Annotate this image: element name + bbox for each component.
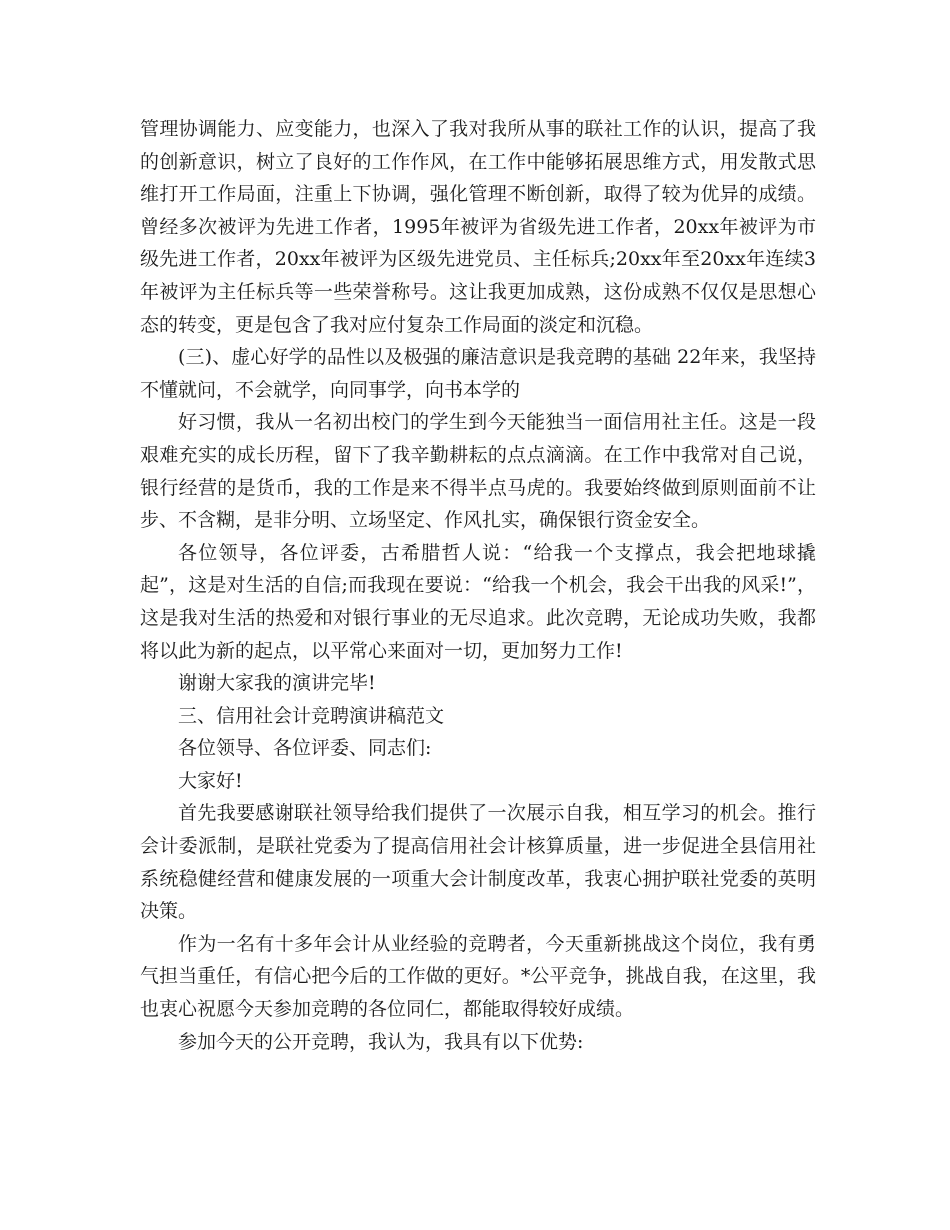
paragraph-advantages: 参加今天的公开竞聘，我认为，我具有以下优势: — [178, 1030, 584, 1053]
paragraph-honors: 管理协调能力、应变能力，也深入了我对我所从事的联社工作的认识，提高了我的创新意识，树立了良好的工作作风，在工作中能够拓展思维方式，用发散式思维打开工作局面，注重上下协调，强化管理不断创新，取得了较为优异的成绩。曾经多次被评为先进工作者，1995年被评为省级先进工作者，20xx年被评为市级先进工作者，20xx年被评为区级先进党员、主任标兵;20xx年至20xx年连续3年被评为主任标兵等一些荣誉称号。这让我更加成熟，这份成熟不仅仅是思想心态的转变，更是包含了我对应付复杂工作局面的淡定和沉稳。 — [140, 118, 816, 336]
document-body — [140, 113, 816, 1058]
paragraph-gratitude: 首先我要感谢联社领导给我们提供了一次展示自我，相互学习的机会。推行会计委派制，是联社党委为了提高信用社会计核算质量，进一步促进全县信用社系统稳健经营和健康发展的一项重大会计制度改革，我衷心拥护联社党委的英明决策。 — [140, 802, 816, 923]
paragraph-section-three-heading: (三)、虚心好学的品性以及极强的廉洁意识是我竞聘的基础 22年来，我坚持不懂就问，不会就学，向同事学，向书本学的 — [140, 346, 816, 401]
paragraph-experience: 作为一名有十多年会计从业经验的竞聘者，今天重新挑战这个岗位，我有勇气担当重任，有信心把今后的工作做的更好。*公平竞争，挑战自我，在这里，我也衷心祝愿今天参加竞聘的各位同仁，都能取得较好成绩。 — [140, 932, 816, 1021]
paragraph-good-habits: 好习惯，我从一名初出校门的学生到今天能独当一面信用社主任。这是一段艰难充实的成长历程，留下了我辛勤耕耘的点点滴滴。在工作中我常对自己说，银行经营的是货币，我的工作是来不得半点马虎的。我要始终做到原则面前不让步、不含糊，是非分明、立场坚定、作风扎实，确保银行资金安全。 — [140, 411, 816, 532]
paragraph-greeting: 大家好! — [178, 769, 243, 792]
section-title-accountant-speech: 三、信用社会计竞聘演讲稿范文 — [178, 704, 445, 727]
paragraph-salutation: 各位领导、各位评委、同志们: — [178, 737, 432, 760]
paragraph-thanks: 谢谢大家我的演讲完毕! — [178, 672, 376, 695]
paragraph-closing-remarks: 各位领导，各位评委，古希腊哲人说：“给我一个支撑点，我会把地球撬起”，这是对生活的自信;而我现在要说：“给我一个机会，我会干出我的风采!”，这是我对生活的热爱和对银行事业的无尽追求。此次竞聘，无论成功失败，我都将以此为新的起点，以平常心来面对一切，更加努力工作! — [140, 541, 816, 662]
